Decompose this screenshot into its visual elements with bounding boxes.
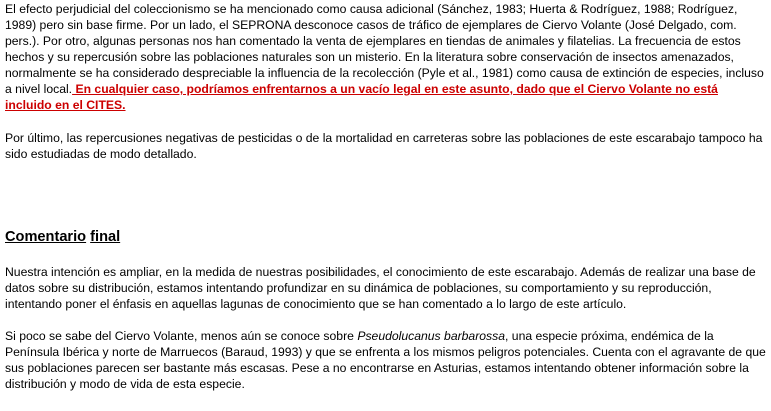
paragraph-pesticides: Por último, las repercusiones negativas de pesticidas o de la mortalidad en carreteras sobre las poblaciones de este escarabajo tampoco ha sido estudiadas de modo detallado. — [5, 131, 763, 161]
paragraph-pseudolucanus-before: Si poco se sabe del Ciervo Volante, menos aún se conoce sobre — [5, 329, 358, 343]
paragraph-collecting-text: El efecto perjudicial del coleccionismo se ha mencionado como causa adicional (Sánchez, 1983; Huerta & Rodríguez, 1988; Rodríguez, 1989) pero sin base firme. Por un lado, el SEPRONA desconoce casos de tráfico de ejemplares de Ciervo Volante (José Delgado, com. pers.). Por otro, algunas personas nos han comentado la venta de ejemplares en tiendas de animales y filatelias. La frecuencia de estos hechos y su repercusión sobre las poblaciones naturales son un misterio. En la literatura sobre conservación de insectos amenazados, normalmente se ha considerado despreciable la influencia de la recolección (Pyle et al., 1981) como causa de extinción de especies, incluso a nivel local. — [5, 2, 764, 96]
paragraph-pseudolucanus-after: , una especie próxima, endémica de la Península Ibérica y norte de Marruecos (Baraud, 1993) y que se enfrenta a los mismos peligros potenciales. Cuenta con el agravante de que sus poblaciones parecen ser bastante más escasas. Pese a no encontrarse en Asturias, estamos intentando obtener información sobre la distribución y modo de vida de esta especie. — [5, 329, 766, 391]
heading-word-final: final — [90, 229, 121, 245]
paragraph-collecting — [5, 0, 768, 113]
highlighted-legal-gap-text: En cualquier caso, podríamos enfrentarnos a un vacío legal en este asunto, dado que el Ciervo Volante no está incluido en el CITES. — [5, 82, 718, 112]
heading-word-comentario: Comentario — [5, 229, 87, 245]
section-heading-final-comment — [5, 228, 768, 246]
species-name-italic: Pseudolucanus barbarossa — [357, 329, 506, 343]
paragraph-intention: Nuestra intención es ampliar, en la medida de nuestras posibilidades, el conocimiento de este escarabajo. Además de realizar una base de datos sobre su distribución, estamos intentando profundizar en su dinámica de poblaciones, su comportamiento y su reproducción, intentando poner el énfasis en aquellas lagunas de conocimiento que se han comentado a lo largo de este artículo. — [5, 265, 756, 311]
paragraph-pseudolucanus — [5, 328, 768, 392]
